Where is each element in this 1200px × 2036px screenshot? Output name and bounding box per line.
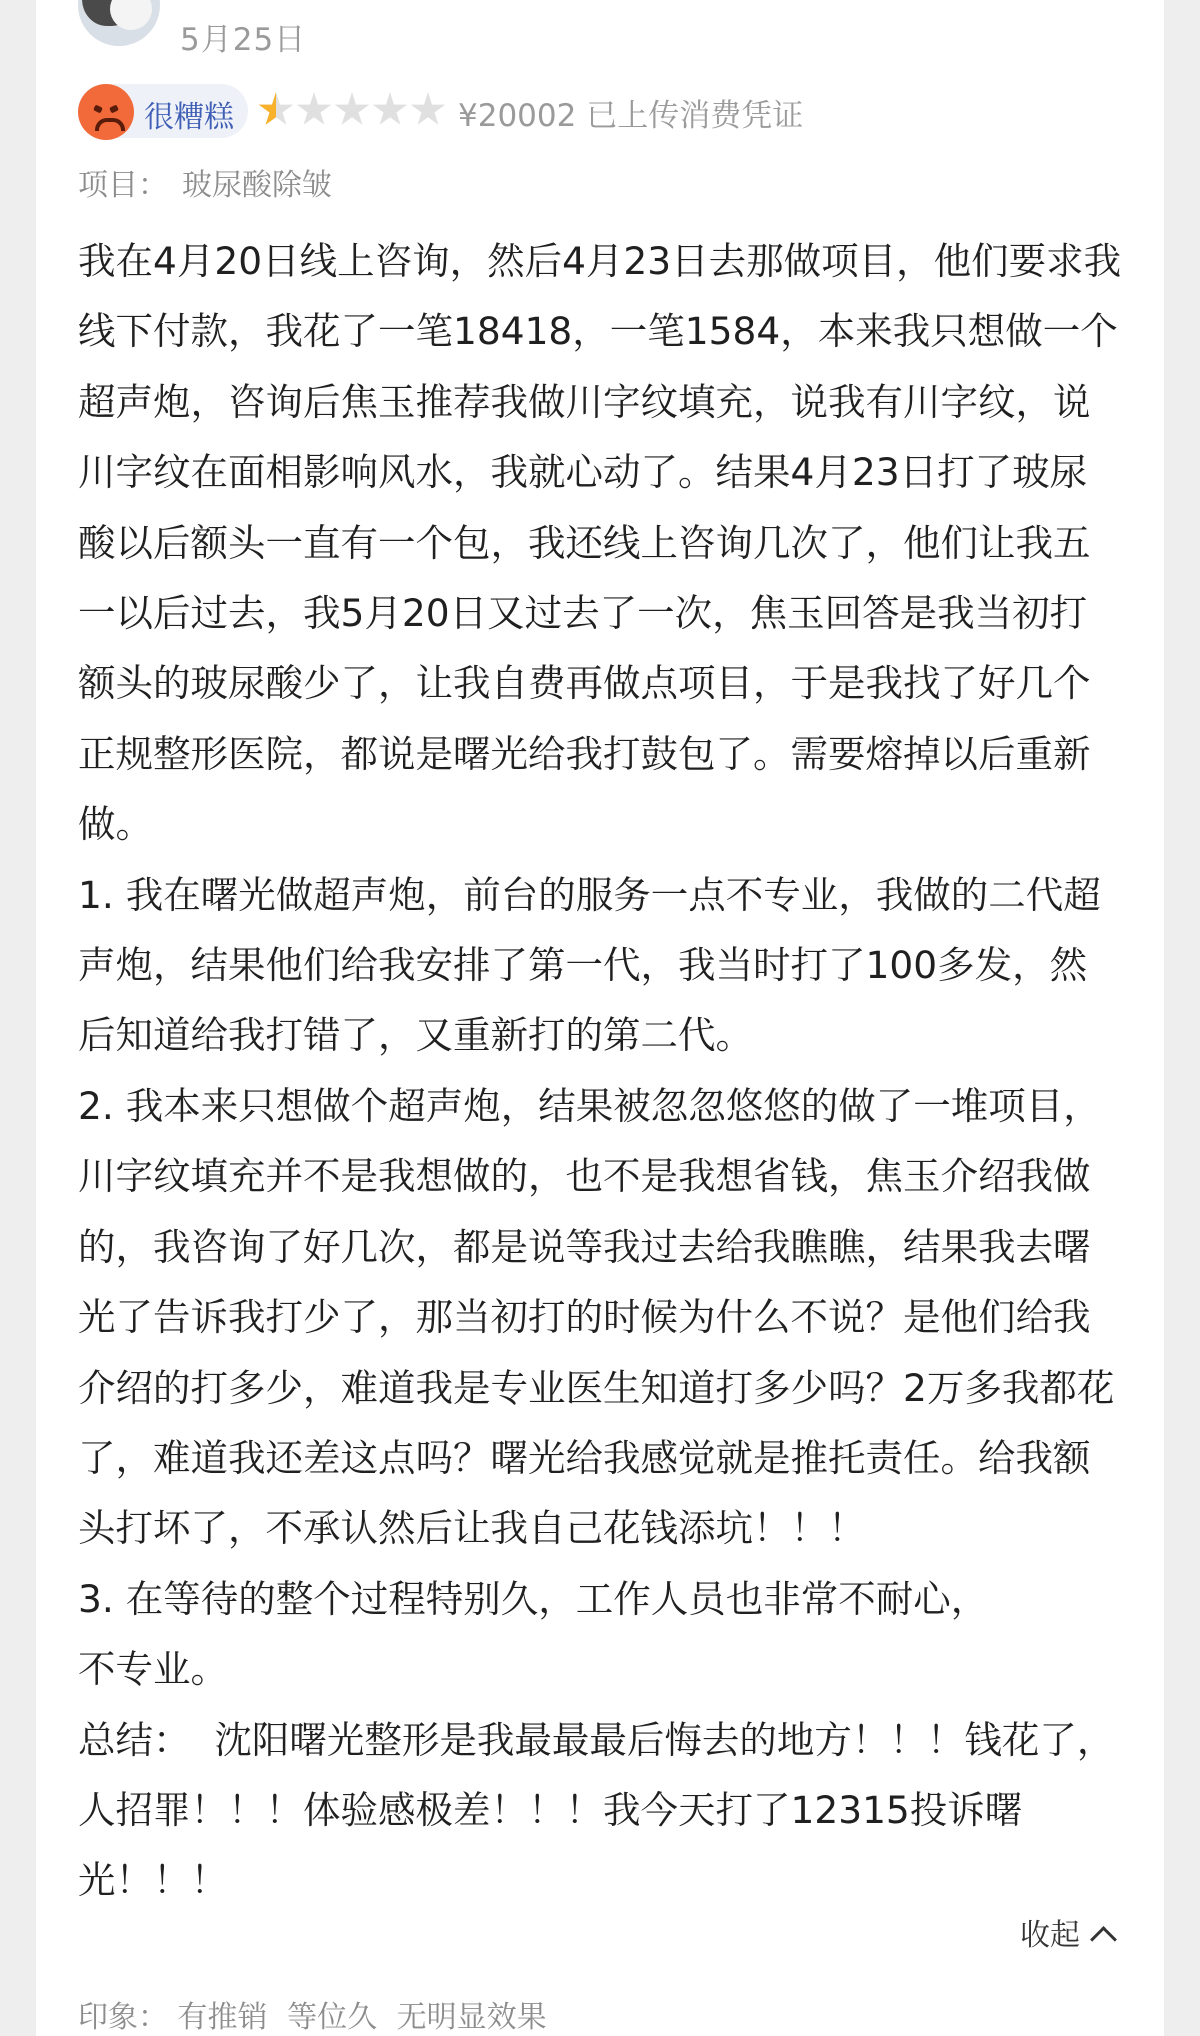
review-paragraph: 总结： 沈阳曙光整形是我最最最后悔去的地方！！！钱花了，人招罪！！！体验感极差！！！我今天打了12315投诉曙光！！！ xyxy=(78,1717,1115,1903)
review-paragraph: 2. 我本来只想做个超声炮，结果被忽忽悠悠的做了一堆项目，川字纹填充并不是我想做的，也不是我想省钱，焦玉介绍我做的，我咨询了好几次，都是说等我过去给我瞧瞧，结果我去曙光了告诉我打少了，那当初打的时候为什么不说？是他们给我介绍的打多少，难道我是专业医生知道打多少吗？2万多我都花了，难道我还差这点吗？曙光给我感觉就是推托责任。给我额头打坏了，不承认然后让我自己花钱添坑！！！ xyxy=(78,1083,1115,1551)
mood-label: 很糟糕 xyxy=(144,100,234,135)
project-label: 项目： xyxy=(78,168,168,203)
impression-line xyxy=(78,1992,557,2036)
project-value: 玻尿酸除皱 xyxy=(182,168,332,203)
impression-tag: 无明显效果 xyxy=(396,2000,547,2035)
star-icon xyxy=(296,92,332,128)
review-paragraph: 我在4月20日线上咨询，然后4月23日去那做项目，他们要求我线下付款，我花了一笔18418，一笔1584，本来我只想做一个超声炮，咨询后焦玉推荐我做川字纹填充，说我有川字纹，说川字纹在面相影响风水，我就心动了。结果4月23日打了玻尿酸以后额头一直有一个包，我还线上咨询几次了，他们让我五一以后过去，我5月20日又过去了一次，焦玉回答是我当初打额头的玻尿酸少了，让我自费再做点项目，于是我找了好几个正规整形医院，都说是曙光给我打鼓包了。需要熔掉以后重新做。 xyxy=(78,239,1122,847)
review-date: 5月25日 xyxy=(180,22,307,58)
star-icon xyxy=(372,92,408,128)
review-paragraph: 1. 我在曙光做超声炮，前台的服务一点不专业，我做的二代超声炮，结果他们给我安排了第一代，我当时打了100多发，然后知道给我打错了，又重新打的第二代。 xyxy=(78,872,1101,1058)
star-icon xyxy=(258,92,294,128)
project-line xyxy=(78,160,332,204)
angry-face-icon xyxy=(78,84,134,140)
star-rating xyxy=(258,92,448,128)
review-paragraph: 3. 在等待的整个过程特别久，工作人员也非常不耐心， 不专业。 xyxy=(78,1576,989,1692)
review-body xyxy=(78,226,1122,1916)
impression-label: 印象： xyxy=(78,2000,168,2035)
impression-tag: 等位久 xyxy=(287,2000,378,2035)
mood-badge xyxy=(78,84,248,138)
collapse-button[interactable] xyxy=(1020,1910,1113,1954)
chevron-up-icon xyxy=(1090,1926,1117,1953)
price-text: ¥20002 已上传消费凭证 xyxy=(458,98,804,134)
star-icon xyxy=(410,92,446,128)
star-icon xyxy=(334,92,370,128)
impression-tag: 有推销 xyxy=(177,2000,268,2035)
collapse-label: 收起 xyxy=(1020,1918,1080,1953)
